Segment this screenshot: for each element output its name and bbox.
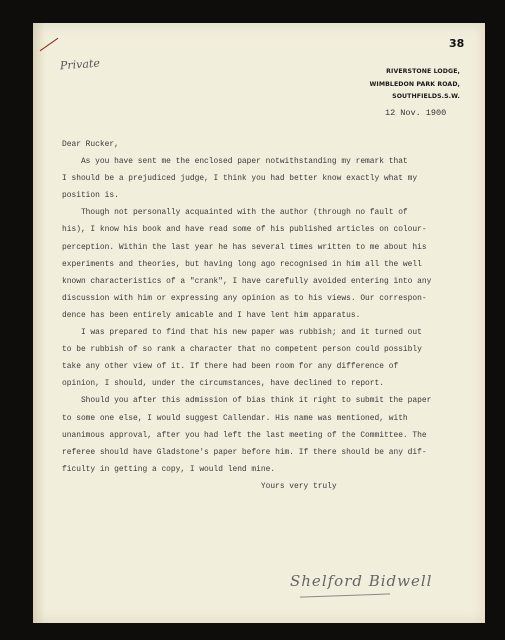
salutation: Dear Rucker, bbox=[62, 140, 119, 149]
body-line: opinion, I should, under the circumstances, have declined to report. bbox=[62, 379, 384, 389]
body-line: perception. Within the last year he has several times written to me about his bbox=[62, 242, 427, 252]
body-line: Should you after this admission of bias think it right to submit the paper bbox=[62, 396, 432, 406]
body-line: to some one else, I would suggest Callendar. His name was mentioned, with bbox=[62, 413, 408, 423]
body-line: position is. bbox=[62, 191, 119, 201]
closing: Yours very truly bbox=[62, 481, 337, 491]
letterhead-line: WIMBLEDON PARK ROAD, bbox=[369, 80, 460, 88]
body-line: I was prepared to find that his new paper was rubbish; and it turned out bbox=[62, 328, 422, 338]
letterhead-line: RIVERSTONE LODGE, bbox=[386, 68, 460, 75]
body-line: his), I know his book and have read some of his published articles on colour- bbox=[62, 225, 427, 235]
private-annotation: Private bbox=[59, 56, 101, 73]
body-line: referee should have Gladstone's paper before him. If there should be any dif- bbox=[62, 447, 427, 457]
body-line: take any other view of it. If there had been room for any difference of bbox=[62, 362, 399, 372]
handwritten-signature: Shelford Bidwell bbox=[290, 572, 433, 590]
body-line: discussion with him or expressing any opinion as to his views. Our correspon- bbox=[62, 293, 427, 303]
body-line: As you have sent me the enclosed paper notwithstanding my remark that bbox=[62, 157, 408, 167]
body-line: Though not personally acquainted with the author (through no fault of bbox=[62, 208, 408, 218]
body-line: unanimous approval, after you had left the last meeting of the Committee. The bbox=[62, 430, 427, 440]
letterhead-line: SOUTHFIELDS.S.W. bbox=[392, 93, 460, 100]
folio-number: 38 bbox=[449, 37, 465, 50]
body-line: to be rubbish of so rank a character that no competent person could possibly bbox=[62, 345, 422, 355]
body-line: I should be a prejudiced judge, I think you had better know exactly what my bbox=[62, 174, 418, 184]
body-line: known characteristics of a "crank", I have carefully avoided entering into any bbox=[62, 276, 432, 286]
body-line: experiments and theories, but having long ago recognised in him all the well bbox=[62, 259, 422, 269]
letter-date: 12 Nov. 1900 bbox=[385, 108, 447, 118]
letter-body bbox=[62, 136, 476, 495]
body-line: ficulty in getting a copy, I would lend mine. bbox=[62, 464, 276, 474]
body-line: dence has been entirely amicable and I have lent him apparatus. bbox=[62, 310, 361, 320]
letterhead-address bbox=[350, 66, 460, 104]
